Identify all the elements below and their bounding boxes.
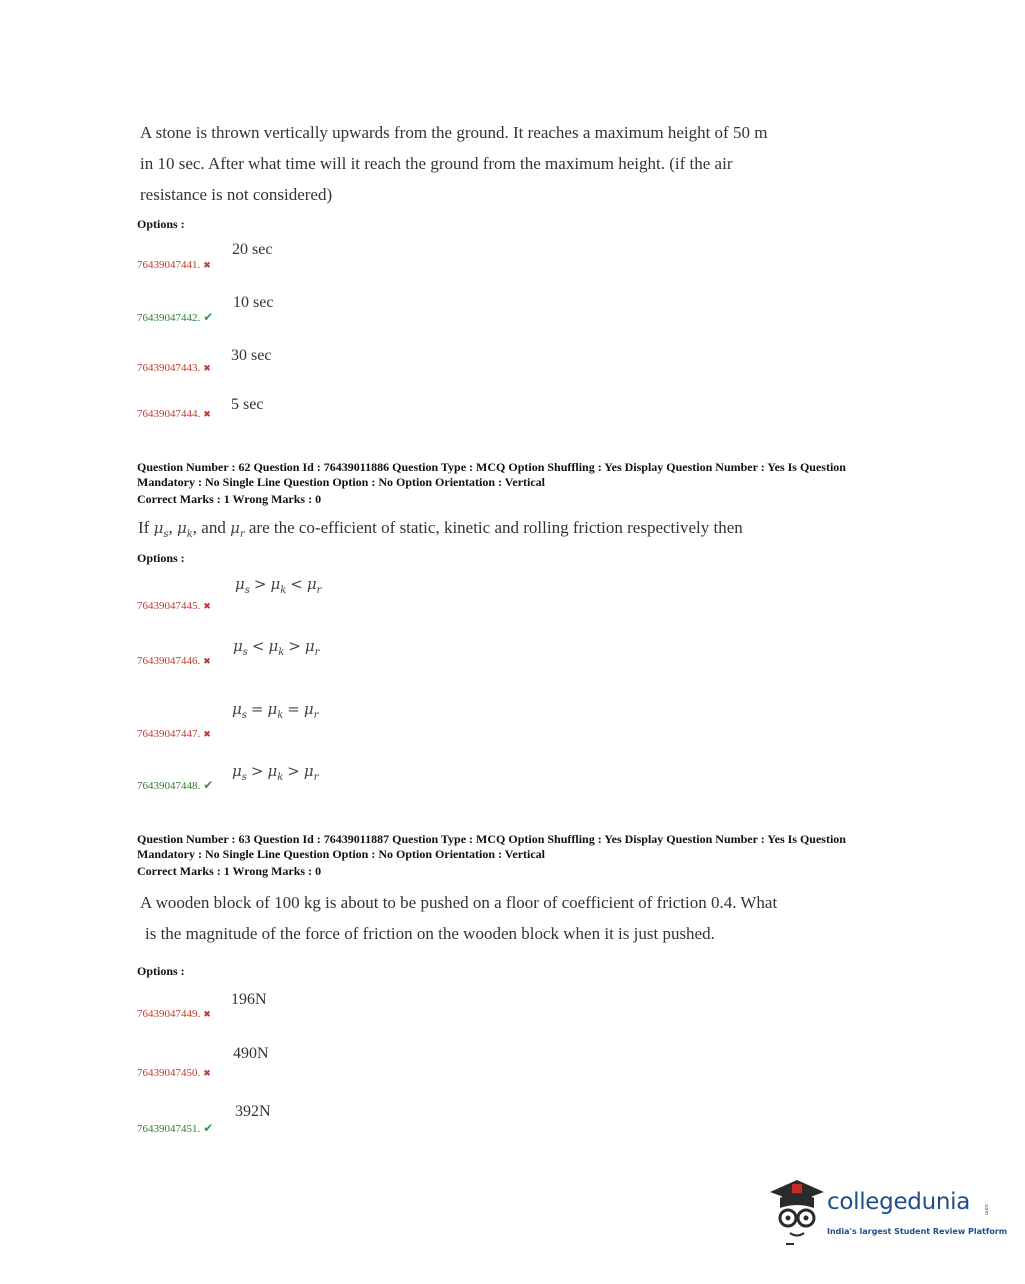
q62-meta-line-1: Question Number : 62 Question Id : 76439011886 Question Type : MCQ Option Shuffling : Yes Display Question Number : Yes Is Question xyxy=(137,460,846,474)
check-icon: ✔ xyxy=(203,310,214,324)
q61-option-1-text: 20 sec xyxy=(232,241,273,258)
q61-option-3-text: 30 sec xyxy=(231,347,272,364)
q63-text-line-1: A wooden block of 100 kg is about to be pushed on a floor of coefficient of friction 0.4. What xyxy=(140,893,778,912)
q63-option-1-id: 76439047449. ✖ xyxy=(137,1008,211,1020)
q62-option-4-formula: $\mu_s > \mu_k > \mu_r$ xyxy=(232,762,319,783)
q63-option-3-id: 76439047451. ✔ xyxy=(137,1121,214,1135)
q62-option-1-id: 76439047445. ✖ xyxy=(137,600,211,612)
logo-com: .com xyxy=(983,1203,989,1216)
wrong-icon: ✖ xyxy=(203,260,211,270)
logo-wordmark: collegedunia xyxy=(827,1189,971,1215)
q61-text-line-3: resistance is not considered) xyxy=(140,185,333,204)
logo-tagline: India's largest Student Review Platform xyxy=(827,1227,1008,1236)
q63-option-2-id: 76439047450. ✖ xyxy=(137,1067,211,1079)
check-icon: ✔ xyxy=(203,778,214,792)
q63-option-1-text: 196N xyxy=(231,991,267,1008)
q61-option-2-text: 10 sec xyxy=(233,294,274,311)
q62-option-2-formula: $\mu_s < \mu_k > \mu_r$ xyxy=(233,637,320,658)
q61-option-2-id: 76439047442. ✔ xyxy=(137,310,214,324)
q63-marks: Correct Marks : 1 Wrong Marks : 0 xyxy=(137,864,322,878)
q63-options-label: Options : xyxy=(137,964,185,978)
q63-text-line-2: is the magnitude of the force of friction on the wooden block when it is just pushed. xyxy=(145,924,715,943)
q62-text: If $\mu_s$, $\mu_k$, and $\mu_r$ are the co-efficient of static, kinetic and rolling friction respectively then xyxy=(138,518,743,540)
q62-option-1-formula: $\mu_s > \mu_k < \mu_r$ xyxy=(235,575,322,596)
q61-text-line-1: A stone is thrown vertically upwards from the ground. It reaches a maximum height of 50 m xyxy=(140,123,768,142)
q62-options-label: Options : xyxy=(137,551,185,565)
check-icon: ✔ xyxy=(203,1121,214,1135)
wrong-icon: ✖ xyxy=(203,1009,211,1019)
q63-meta xyxy=(137,832,917,879)
q62-option-4-id: 76439047448. ✔ xyxy=(137,778,214,792)
wrong-icon: ✖ xyxy=(203,363,211,373)
q62-option-2-id: 76439047446. ✖ xyxy=(137,655,211,667)
q61-option-3-id: 76439047443. ✖ xyxy=(137,362,211,374)
q63-option-2-text: 490N xyxy=(233,1045,269,1062)
q63-meta-line-1: Question Number : 63 Question Id : 76439011887 Question Type : MCQ Option Shuffling : Yes Display Question Number : Yes Is Question xyxy=(137,832,846,846)
q61-option-4-id: 76439047444. ✖ xyxy=(137,408,211,420)
q62-marks: Correct Marks : 1 Wrong Marks : 0 xyxy=(137,492,322,506)
q62-option-3-id: 76439047447. ✖ xyxy=(137,728,211,740)
wrong-icon: ✖ xyxy=(203,656,211,666)
q62-option-3-formula: $\mu_s = \mu_k = \mu_r$ xyxy=(232,700,319,721)
q62-meta xyxy=(137,460,917,507)
q63-option-3-text: 392N xyxy=(235,1103,271,1120)
q61-option-1-id: 76439047441. ✖ xyxy=(137,259,211,271)
q61-text-line-2: in 10 sec. After what time will it reach the ground from the maximum height. (if the air xyxy=(140,154,733,173)
q62-meta-line-2: Mandatory : No Single Line Question Option : No Option Orientation : Vertical xyxy=(137,475,546,489)
collegedunia-mascot-icon xyxy=(768,1178,826,1253)
wrong-icon: ✖ xyxy=(203,409,211,419)
q63-meta-line-2: Mandatory : No Single Line Question Option : No Option Orientation : Vertical xyxy=(137,847,546,861)
q61-options-label: Options : xyxy=(137,217,185,231)
q61-option-4-text: 5 sec xyxy=(231,396,264,413)
wrong-icon: ✖ xyxy=(203,729,211,739)
wrong-icon: ✖ xyxy=(203,1068,211,1078)
wrong-icon: ✖ xyxy=(203,601,211,611)
